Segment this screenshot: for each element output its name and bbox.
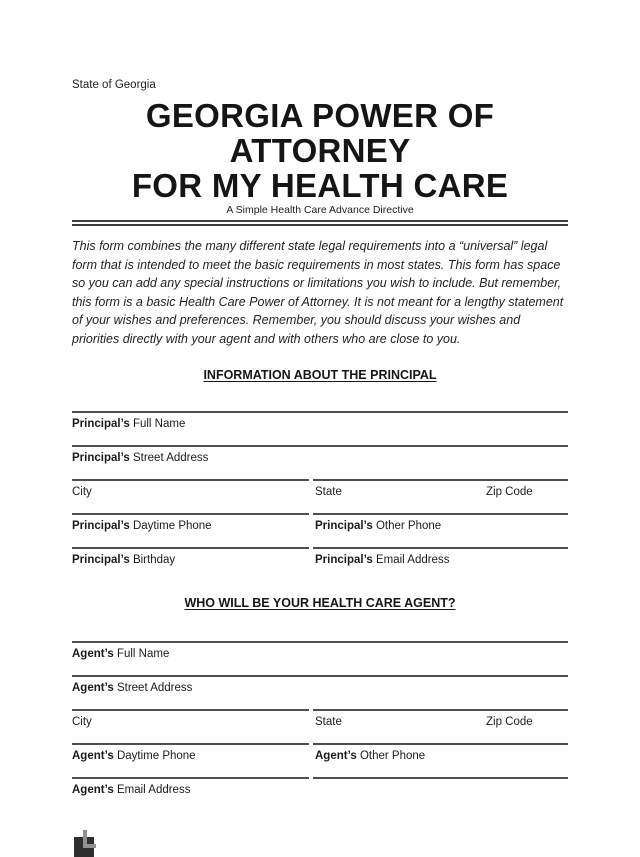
- field-line: [72, 547, 568, 549]
- agent-phones-labels: [72, 745, 568, 763]
- field-line-segment: [313, 479, 568, 481]
- field-line: [72, 513, 568, 515]
- page-title-line2: FOR MY HEALTH CARE: [131, 167, 509, 204]
- principal-street-address-label: [72, 447, 568, 465]
- principal-phones-labels: [72, 515, 568, 533]
- label-text: Email Address: [116, 783, 191, 796]
- field-line: [72, 777, 568, 779]
- field-line-segment: [72, 547, 309, 549]
- field-line-segment: [72, 479, 309, 481]
- page-title: [72, 98, 568, 203]
- label-prefix: Agent’s: [315, 749, 357, 762]
- title-divider: [72, 220, 568, 226]
- label-text: Street Address: [132, 451, 209, 464]
- label-text: Daytime Phone: [132, 519, 212, 532]
- label-prefix: Principal’s: [72, 553, 130, 566]
- principal-birthday-email-labels: [72, 549, 568, 567]
- principal-fields: [72, 411, 568, 581]
- label-text: Full Name: [116, 647, 170, 660]
- state-label: State of Georgia: [72, 79, 156, 91]
- field-line: [72, 479, 568, 481]
- city-label: City: [72, 485, 92, 498]
- agent-email-field[interactable]: [72, 777, 568, 811]
- state-label-field: State: [315, 715, 342, 728]
- label-prefix: Agent’s: [72, 783, 114, 796]
- agent-email-label: [72, 779, 568, 797]
- section-heading-principal: INFORMATION ABOUT THE PRINCIPAL: [203, 368, 437, 382]
- section-heading-agent: WHO WILL BE YOUR HEALTH CARE AGENT?: [184, 596, 456, 610]
- field-line: [72, 743, 568, 745]
- agent-full-name-label: [72, 643, 568, 661]
- agent-city-state-zip-labels: [72, 711, 568, 729]
- label-text: Email Address: [375, 553, 450, 566]
- label-text: Other Phone: [375, 519, 442, 532]
- label-prefix: Principal’s: [72, 451, 130, 464]
- field-line: [72, 675, 568, 677]
- agent-city-state-zip-field[interactable]: [72, 709, 568, 743]
- principal-city-state-zip-labels: [72, 481, 568, 499]
- label-text: Birthday: [132, 553, 176, 566]
- label-prefix: Principal’s: [72, 519, 130, 532]
- label-prefix: Principal’s: [72, 417, 130, 430]
- agent-street-address-field[interactable]: [72, 675, 568, 709]
- principal-full-name-field[interactable]: [72, 411, 568, 445]
- field-line-segment: [72, 445, 568, 447]
- field-line-segment: [313, 777, 568, 779]
- field-line: [72, 411, 568, 413]
- principal-birthday-email-field[interactable]: [72, 547, 568, 581]
- legal-templates-logo-icon: [74, 831, 100, 857]
- intro-paragraph: This form combines the many different state legal requirements into a “universal” legal form that is intended to meet the basic requirements in most states. This form has space so you can add any special instructions or limitations you wish to include. But remember, this form is a basic Health Care Power of Attorney. It is not meant for a lengthy statement of your wishes and preferences. Remember, you should discuss your wishes and priorities directly with your agent and with others who are close to you.: [72, 239, 564, 346]
- field-line: [72, 709, 568, 711]
- agent-fields: [72, 641, 568, 811]
- field-line: [72, 641, 568, 643]
- page-title-line1: GEORGIA POWER OF ATTORNEY: [145, 97, 495, 169]
- agent-phones-field[interactable]: [72, 743, 568, 777]
- agent-full-name-field[interactable]: [72, 641, 568, 675]
- field-line-segment: [72, 777, 309, 779]
- field-line-segment: [72, 411, 568, 413]
- logo-letter-l: [83, 830, 96, 848]
- label-prefix: Agent’s: [72, 749, 114, 762]
- label-text: Other Phone: [359, 749, 426, 762]
- field-line-segment: [313, 547, 568, 549]
- city-label: City: [72, 715, 92, 728]
- principal-street-address-field[interactable]: [72, 445, 568, 479]
- principal-phones-field[interactable]: [72, 513, 568, 547]
- agent-street-address-label: [72, 677, 568, 695]
- zip-code-label: Zip Code: [486, 715, 533, 728]
- principal-city-state-zip-field[interactable]: [72, 479, 568, 513]
- field-line-segment: [313, 709, 568, 711]
- field-line-segment: [72, 709, 309, 711]
- field-line-segment: [313, 743, 568, 745]
- field-line-segment: [72, 641, 568, 643]
- label-text: Daytime Phone: [116, 749, 196, 762]
- label-prefix: Agent’s: [72, 681, 114, 694]
- field-line-segment: [72, 513, 309, 515]
- page-subtitle: A Simple Health Care Advance Directive: [226, 204, 414, 216]
- label-prefix: Principal’s: [315, 519, 373, 532]
- label-prefix: Agent’s: [72, 647, 114, 660]
- label-prefix: Principal’s: [315, 553, 373, 566]
- field-line-segment: [72, 743, 309, 745]
- principal-full-name-label: [72, 413, 568, 431]
- state-label-field: State: [315, 485, 342, 498]
- label-text: Street Address: [116, 681, 193, 694]
- zip-code-label: Zip Code: [486, 485, 533, 498]
- field-line-segment: [72, 675, 568, 677]
- field-line: [72, 445, 568, 447]
- label-text: Full Name: [132, 417, 186, 430]
- field-line-segment: [313, 513, 568, 515]
